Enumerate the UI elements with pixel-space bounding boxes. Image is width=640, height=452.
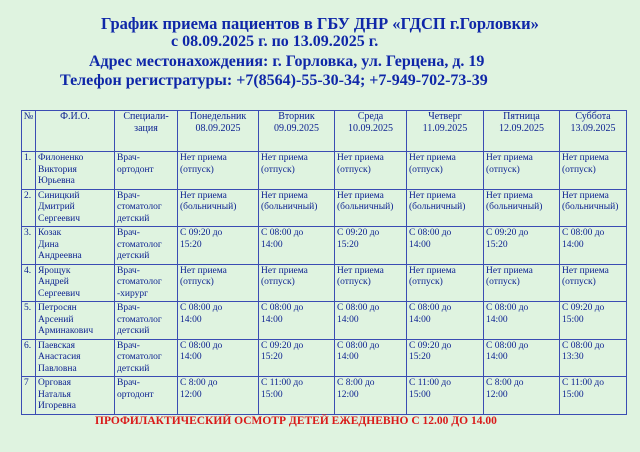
table-row [22,152,627,190]
specialization: Врач- стоматолог детский [115,302,178,340]
day-name: Понедельник [189,111,247,122]
schedule-cell: С 08:00 до 14:00 [407,227,484,265]
specialization: Врач- стоматолог детский [115,189,178,227]
column-header-day [407,111,484,152]
doctor-name: Синицкий Дмитрий Сергеевич [36,189,115,227]
day-name: Четверг [428,111,462,122]
schedule-cell: Нет приема (отпуск) [407,152,484,190]
schedule-cell: С 08:00 до 13:30 [560,339,627,377]
specialization: Врач- стоматолог детский [115,339,178,377]
day-date: 12.09.2025 [499,122,544,134]
schedule-cell: Нет приема (больничный) [178,189,259,227]
schedule-cell: С 11:00 до 15:00 [560,377,627,415]
schedule-cell: С 8:00 до 12:00 [484,377,560,415]
column-header-day [335,111,407,152]
row-number: 2. [22,189,36,227]
schedule-cell: Нет приема (отпуск) [560,264,627,302]
specialization: Врач- стоматолог детский [115,227,178,265]
schedule-cell: Нет приема (отпуск) [484,264,560,302]
schedule-cell: С 09:20 до 15:20 [178,227,259,265]
table-row [22,377,627,415]
doctor-name: Ярощук Андрей Сергеевич [36,264,115,302]
schedule-cell: С 09:20 до 15:20 [335,227,407,265]
schedule-cell: Нет приема (отпуск) [484,152,560,190]
day-name: Вторник [278,111,315,122]
schedule-cell: С 11:00 до 15:00 [407,377,484,415]
schedule-cell: С 08:00 до 14:00 [335,302,407,340]
day-date: 13.09.2025 [570,122,616,134]
day-date: 11.09.2025 [422,122,468,134]
schedule-cell: С 8:00 до 12:00 [178,377,259,415]
schedule-cell: С 08:00 до 14:00 [178,339,259,377]
schedule-table [21,110,627,415]
table-header-row [22,111,627,152]
schedule-cell: Нет приема (отпуск) [335,264,407,302]
address-line: Адрес местонахождения: г. Горловка, ул. Герцена, д. 19 [89,53,485,70]
column-header-day [178,111,259,152]
day-name: Суббота [575,111,611,122]
specialization: Врач- ортодонт [115,377,178,415]
schedule-cell: Нет приема (отпуск) [335,152,407,190]
column-header-fio: Ф.И.О. [36,111,115,152]
day-name: Среда [357,111,384,122]
row-number: 6. [22,339,36,377]
column-header-day [484,111,560,152]
column-header-num: № [22,111,36,152]
schedule-cell: С 08:00 до 14:00 [259,227,335,265]
doctor-name: Петросян Арсений Арминакович [36,302,115,340]
schedule-cell: С 08:00 до 14:00 [484,302,560,340]
schedule-cell: С 08:00 до 14:00 [484,339,560,377]
schedule-cell: Нет приема (отпуск) [259,152,335,190]
schedule-cell: С 09:20 до 15:20 [407,339,484,377]
schedule-cell: Нет приема (больничный) [335,189,407,227]
schedule-cell: Нет приема (больничный) [407,189,484,227]
table-row [22,339,627,377]
specialization: Врач- стоматолог -хирург [115,264,178,302]
date-range: с 08.09.2025 г. по 13.09.2025 г. [171,33,379,50]
footer-notice: ПРОФИЛАКТИЧЕСКИЙ ОСМОТР ДЕТЕЙ ЕЖЕДНЕВНО С 12.00 ДО 14.00 [95,415,497,427]
table-row [22,227,627,265]
schedule-cell: С 08:00 до 14:00 [560,227,627,265]
column-header-day [560,111,627,152]
schedule-cell: С 09:20 до 15:20 [259,339,335,377]
schedule-cell: Нет приема (больничный) [259,189,335,227]
row-number: 3. [22,227,36,265]
doctor-name: Орговая Наталья Игоревна [36,377,115,415]
schedule-cell: С 08:00 до 14:00 [259,302,335,340]
schedule-cell: С 08:00 до 14:00 [178,302,259,340]
day-date: 08.09.2025 [195,122,241,134]
table-row [22,302,627,340]
schedule-cell: Нет приема (отпуск) [560,152,627,190]
table-row [22,189,627,227]
column-header-day [259,111,335,152]
day-date: 09.09.2025 [274,122,319,134]
schedule-cell: Нет приема (отпуск) [259,264,335,302]
schedule-cell: С 09:20 до 15:00 [560,302,627,340]
schedule-cell: С 11:00 до 15:00 [259,377,335,415]
row-number: 1. [22,152,36,190]
column-header-specialization [115,111,178,152]
schedule-cell: Нет приема (больничный) [484,189,560,227]
row-number: 7 [22,377,36,415]
schedule-cell: Нет приема (отпуск) [178,152,259,190]
schedule-cell: Нет приема (отпуск) [178,264,259,302]
doctor-name: Козак Дина Андреевна [36,227,115,265]
schedule-cell: С 08:00 до 14:00 [335,339,407,377]
day-date: 10.09.2025 [348,122,393,134]
column-header-specialization-label: Специали- зация [123,111,169,134]
doctor-name: Филоненко Виктория Юрьевна [36,152,115,190]
schedule-cell: С 8:00 до 12:00 [335,377,407,415]
schedule-cell: С 08:00 до 14:00 [407,302,484,340]
schedule-title: График приема пациентов в ГБУ ДНР «ГДСП г.Горловки» [101,14,539,33]
row-number: 5. [22,302,36,340]
schedule-cell: Нет приема (отпуск) [407,264,484,302]
row-number: 4. [22,264,36,302]
schedule-cell: Нет приема (больничный) [560,189,627,227]
schedule-cell: С 09:20 до 15:20 [484,227,560,265]
specialization: Врач- ортодонт [115,152,178,190]
doctor-name: Паевская Анастасия Павловна [36,339,115,377]
phone-line: Телефон регистратуры: +7(8564)-55-30-34; +7-949-702-73-39 [60,72,488,89]
day-name: Пятница [503,111,540,122]
table-row [22,264,627,302]
